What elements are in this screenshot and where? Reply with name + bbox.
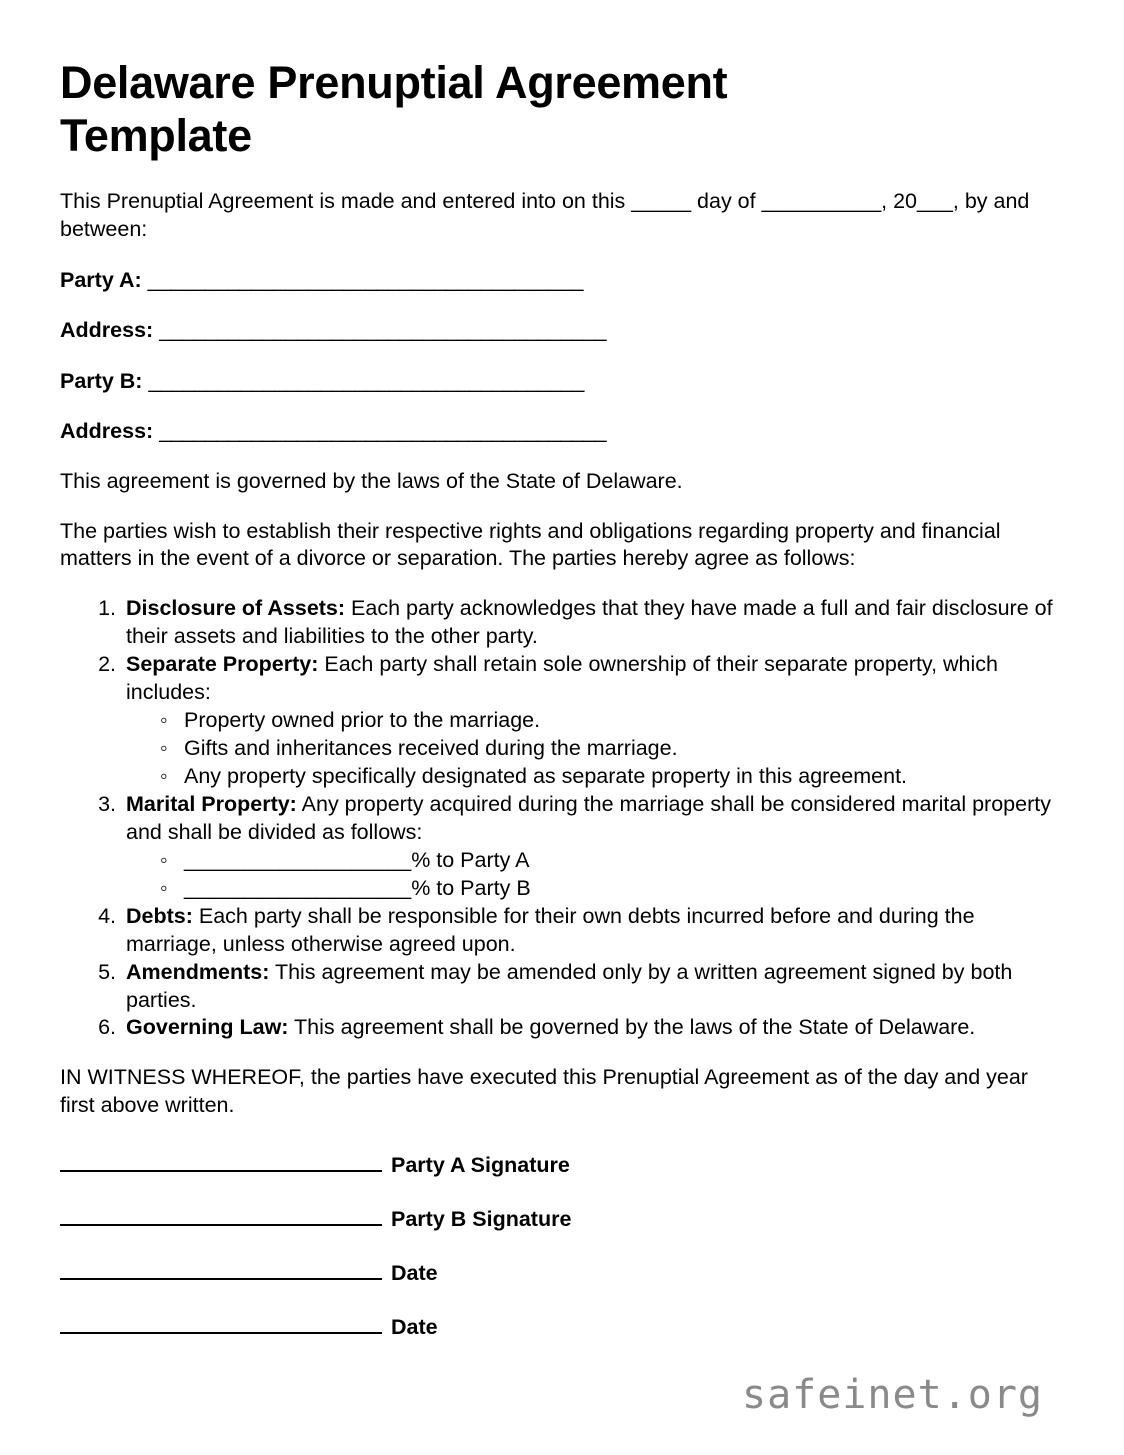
clause-sub-item-percent-party-a[interactable]: ◦ ___________________% to Party A — [158, 847, 1064, 875]
clause-item — [122, 791, 1064, 903]
party-a-address-field — [60, 316, 1064, 344]
signature-line-party-a[interactable] — [60, 1148, 382, 1172]
signature-line-date-b[interactable] — [60, 1310, 382, 1334]
party-a-blank[interactable]: ______________________________________ — [147, 268, 584, 293]
party-b-label: Party B: — [60, 368, 143, 393]
clause-text: This agreement may be amended only by a written agreement signed by both parties. — [126, 959, 1013, 1012]
clause-term: Amendments: — [126, 959, 270, 984]
clause-item — [122, 959, 1064, 1015]
signature-label-party-b: Party B Signature — [391, 1207, 572, 1232]
signature-label-date-b: Date — [391, 1315, 438, 1340]
clause-sub-item: ◦ Property owned prior to the marriage. — [158, 707, 1064, 735]
document-body — [60, 56, 1064, 1364]
clause-item — [122, 651, 1064, 791]
clause-sub-item: ◦ Gifts and inheritances received during the marriage. — [158, 735, 1064, 763]
party-b-address-label: Address: — [60, 419, 154, 444]
party-a-field — [60, 266, 1064, 294]
signature-row-party-b — [60, 1202, 1064, 1234]
clause-text: Each party acknowledges that they have made a full and fair disclosure of their assets and liabilities to the other party. — [126, 596, 1053, 649]
party-a-label: Party A: — [60, 268, 142, 293]
clause-item — [122, 1014, 1064, 1042]
clause-term: Disclosure of Assets: — [126, 596, 346, 621]
clause-text: Any property acquired during the marriage shall be considered marital property and shall be divided as follows: — [126, 791, 1051, 844]
page-title: Delaware Prenuptial Agreement Template — [60, 57, 728, 162]
clause-term: Separate Property: — [126, 652, 319, 677]
signature-row-date-a — [60, 1256, 1064, 1288]
clause-sub-item-percent-party-b[interactable]: ◦ ___________________% to Party B — [158, 875, 1064, 903]
signature-block — [60, 1148, 1064, 1342]
clause-item — [122, 595, 1064, 651]
clause-list — [60, 595, 1064, 1042]
party-a-address-label: Address: — [60, 318, 154, 343]
signature-line-date-a[interactable] — [60, 1256, 382, 1280]
clause-text: Each party shall retain sole ownership of their separate property, which includes: — [126, 652, 998, 705]
governing-law-statement: This agreement is governed by the laws of the State of Delaware. — [60, 468, 683, 493]
party-a-address-blank[interactable]: _______________________________________ — [159, 318, 607, 343]
purpose-statement: The parties wish to establish their respective rights and obligations regarding property and financial matters in the event of a divorce or separation. The parties hereby agree as follows: — [60, 518, 1001, 571]
watermark: safeinet.org — [742, 1372, 1043, 1418]
signature-label-party-a: Party A Signature — [391, 1153, 570, 1178]
clause-term: Marital Property: — [126, 791, 297, 816]
clause-term: Debts: — [126, 903, 193, 928]
signature-row-date-b — [60, 1310, 1064, 1342]
clause-term: Governing Law: — [126, 1015, 289, 1040]
clause-sub-item: ◦ Any property specifically designated as separate property in this agreement. — [158, 763, 1064, 791]
clause-text: This agreement shall be governed by the laws of the State of Delaware. — [288, 1015, 976, 1040]
party-b-address-blank[interactable]: _______________________________________ — [159, 419, 607, 444]
signature-label-date-a: Date — [391, 1261, 438, 1286]
clause-sub-list — [126, 847, 1064, 903]
party-b-blank[interactable]: ______________________________________ — [148, 368, 584, 393]
signature-row-party-a — [60, 1148, 1064, 1180]
clause-item — [122, 903, 1064, 959]
party-b-address-field — [60, 417, 1064, 445]
intro-paragraph: This Prenuptial Agreement is made and entered into on this _____ day of __________, 20___, by and between: — [60, 189, 1030, 242]
clause-sub-list — [126, 707, 1064, 791]
party-b-field — [60, 367, 1064, 395]
signature-line-party-b[interactable] — [60, 1202, 382, 1226]
witness-statement: IN WITNESS WHEREOF, the parties have executed this Prenuptial Agreement as of the day and year first above written. — [60, 1065, 1028, 1118]
clause-text: Each party shall be responsible for their own debts incurred before and during the marriage, unless otherwise agreed upon. — [126, 903, 975, 956]
